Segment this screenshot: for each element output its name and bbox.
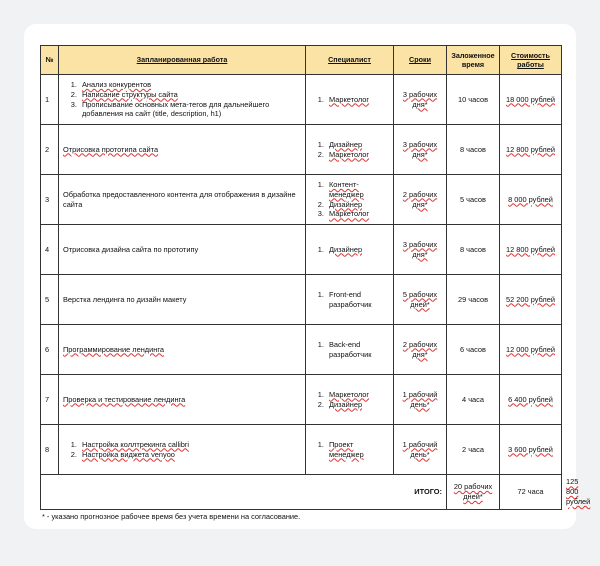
- total-row: ИТОГО: 20 рабочих дней* 72 часа 125 800 рублей: [41, 475, 562, 510]
- table-row: [41, 125, 562, 175]
- row-number: 8: [41, 425, 59, 475]
- specialist-item: 1. Маркетолог: [326, 95, 389, 105]
- row-time: 2 часа: [447, 425, 500, 475]
- row-specialists: [306, 275, 394, 325]
- row-work: [59, 275, 306, 325]
- table-row: [41, 325, 562, 375]
- table-row: [41, 425, 562, 475]
- row-deadline: 2 рабочих дня*: [394, 325, 447, 375]
- table-row: [41, 275, 562, 325]
- specialist-list: [310, 390, 389, 410]
- work-list-item: 1. Настройка коллтрекинга callibri: [79, 440, 301, 450]
- work-list: [63, 80, 301, 119]
- specialist-item: 1. Дизайнер: [326, 245, 389, 255]
- row-cost: 18 000 рублей: [500, 75, 562, 125]
- row-work: [59, 375, 306, 425]
- header-specialist: Специалист: [306, 46, 394, 75]
- specialist-list: [310, 245, 389, 255]
- work-text: Программирование лендинга: [63, 344, 164, 354]
- specialist-item: 2. Дизайнер: [326, 200, 389, 210]
- row-time: 10 часов: [447, 75, 500, 125]
- work-plan-table: [40, 45, 591, 510]
- total-deadline: 20 рабочих дней*: [447, 475, 500, 510]
- work-list-item: 1. Анализ конкурентов: [79, 80, 301, 90]
- row-number: 2: [41, 125, 59, 175]
- header-row: [41, 46, 562, 75]
- row-time: 4 часа: [447, 375, 500, 425]
- row-deadline: 2 рабочих дня*: [394, 175, 447, 225]
- row-number: 5: [41, 275, 59, 325]
- work-text: Верстка лендинга по дизайн макету: [63, 294, 187, 304]
- row-number: 4: [41, 225, 59, 275]
- row-number: 6: [41, 325, 59, 375]
- row-specialists: [306, 75, 394, 125]
- row-cost: 12 000 рублей: [500, 325, 562, 375]
- table-row: [41, 175, 562, 225]
- row-deadline: 5 рабочих дней*: [394, 275, 447, 325]
- row-number: 7: [41, 375, 59, 425]
- specialist-item: 1. Проект менеджер: [326, 440, 389, 460]
- specialist-list: [310, 140, 389, 160]
- specialist-item: 1. Контент-менеджер: [326, 180, 389, 200]
- row-time: 29 часов: [447, 275, 500, 325]
- row-time: 6 часов: [447, 325, 500, 375]
- row-work: [59, 75, 306, 125]
- specialist-item: 2. Маркетолог: [326, 150, 389, 160]
- row-cost: 6 400 рублей: [500, 375, 562, 425]
- specialist-item: 1. Back-end разработчик: [326, 340, 389, 360]
- row-work: [59, 425, 306, 475]
- work-list-item: 2. Настройка виджета venyoo: [79, 450, 301, 460]
- work-list: [63, 440, 301, 460]
- work-list-item: 3. Прописывание основных мета-тегов для дальнейшего добавления на сайт (title, description, h1): [79, 100, 301, 120]
- row-work: [59, 125, 306, 175]
- work-text: Отрисовка дизайна сайта по прототипу: [63, 244, 199, 254]
- row-cost: 8 000 рублей: [500, 175, 562, 225]
- row-specialists: [306, 175, 394, 225]
- specialist-item: 2. Дизайнер: [326, 400, 389, 410]
- row-time: 8 часов: [447, 125, 500, 175]
- total-label: ИТОГО:: [41, 475, 447, 510]
- row-deadline: 1 рабочий день*: [394, 375, 447, 425]
- specialist-list: [310, 95, 389, 105]
- specialist-list: [310, 290, 389, 310]
- row-specialists: [306, 225, 394, 275]
- row-time: 5 часов: [447, 175, 500, 225]
- specialist-list: [310, 440, 389, 460]
- header-num: №: [41, 46, 59, 75]
- work-list-item: 2. Написание структуры сайта: [79, 90, 301, 100]
- row-work: [59, 225, 306, 275]
- row-cost: 52 200 рублей: [500, 275, 562, 325]
- header-deadline: Сроки: [394, 46, 447, 75]
- row-time: 8 часов: [447, 225, 500, 275]
- header-time: Заложенное время: [447, 46, 500, 75]
- row-cost: 12 800 рублей: [500, 225, 562, 275]
- work-text: Проверка и тестирование лендинга: [63, 394, 186, 404]
- row-cost: 3 600 рублей: [500, 425, 562, 475]
- total-time: 72 часа: [500, 475, 562, 510]
- work-text: Отрисовка прототипа сайта: [63, 144, 159, 154]
- specialist-list: [310, 180, 389, 219]
- row-deadline: 3 рабочих дня*: [394, 225, 447, 275]
- row-work: [59, 325, 306, 375]
- specialist-item: 3. Маркетолог: [326, 209, 389, 219]
- specialist-item: 1. Маркетолог: [326, 390, 389, 400]
- row-work: [59, 175, 306, 225]
- specialist-item: 1. Front-end разработчик: [326, 290, 389, 310]
- footnote: * - указано прогнозное рабочее время без учета времени на согласование.: [42, 512, 301, 521]
- table-row: [41, 375, 562, 425]
- row-specialists: [306, 425, 394, 475]
- specialist-list: [310, 340, 389, 360]
- row-cost: 12 800 рублей: [500, 125, 562, 175]
- header-work: Запланированная работа: [59, 46, 306, 75]
- header-cost: Стоимость работы: [500, 46, 562, 75]
- row-specialists: [306, 325, 394, 375]
- row-deadline: 3 рабочих дня*: [394, 75, 447, 125]
- document-card: [24, 24, 591, 529]
- table-row: [41, 225, 562, 275]
- row-number: 3: [41, 175, 59, 225]
- table-row: [41, 75, 562, 125]
- row-number: 1: [41, 75, 59, 125]
- specialist-item: 1. Дизайнер: [326, 140, 389, 150]
- row-deadline: 3 рабочих дня*: [394, 125, 447, 175]
- work-text: Обработка предоставленного контента для отображения в дизайне сайта: [63, 189, 296, 209]
- row-deadline: 1 рабочий день*: [394, 425, 447, 475]
- row-specialists: [306, 125, 394, 175]
- row-specialists: [306, 375, 394, 425]
